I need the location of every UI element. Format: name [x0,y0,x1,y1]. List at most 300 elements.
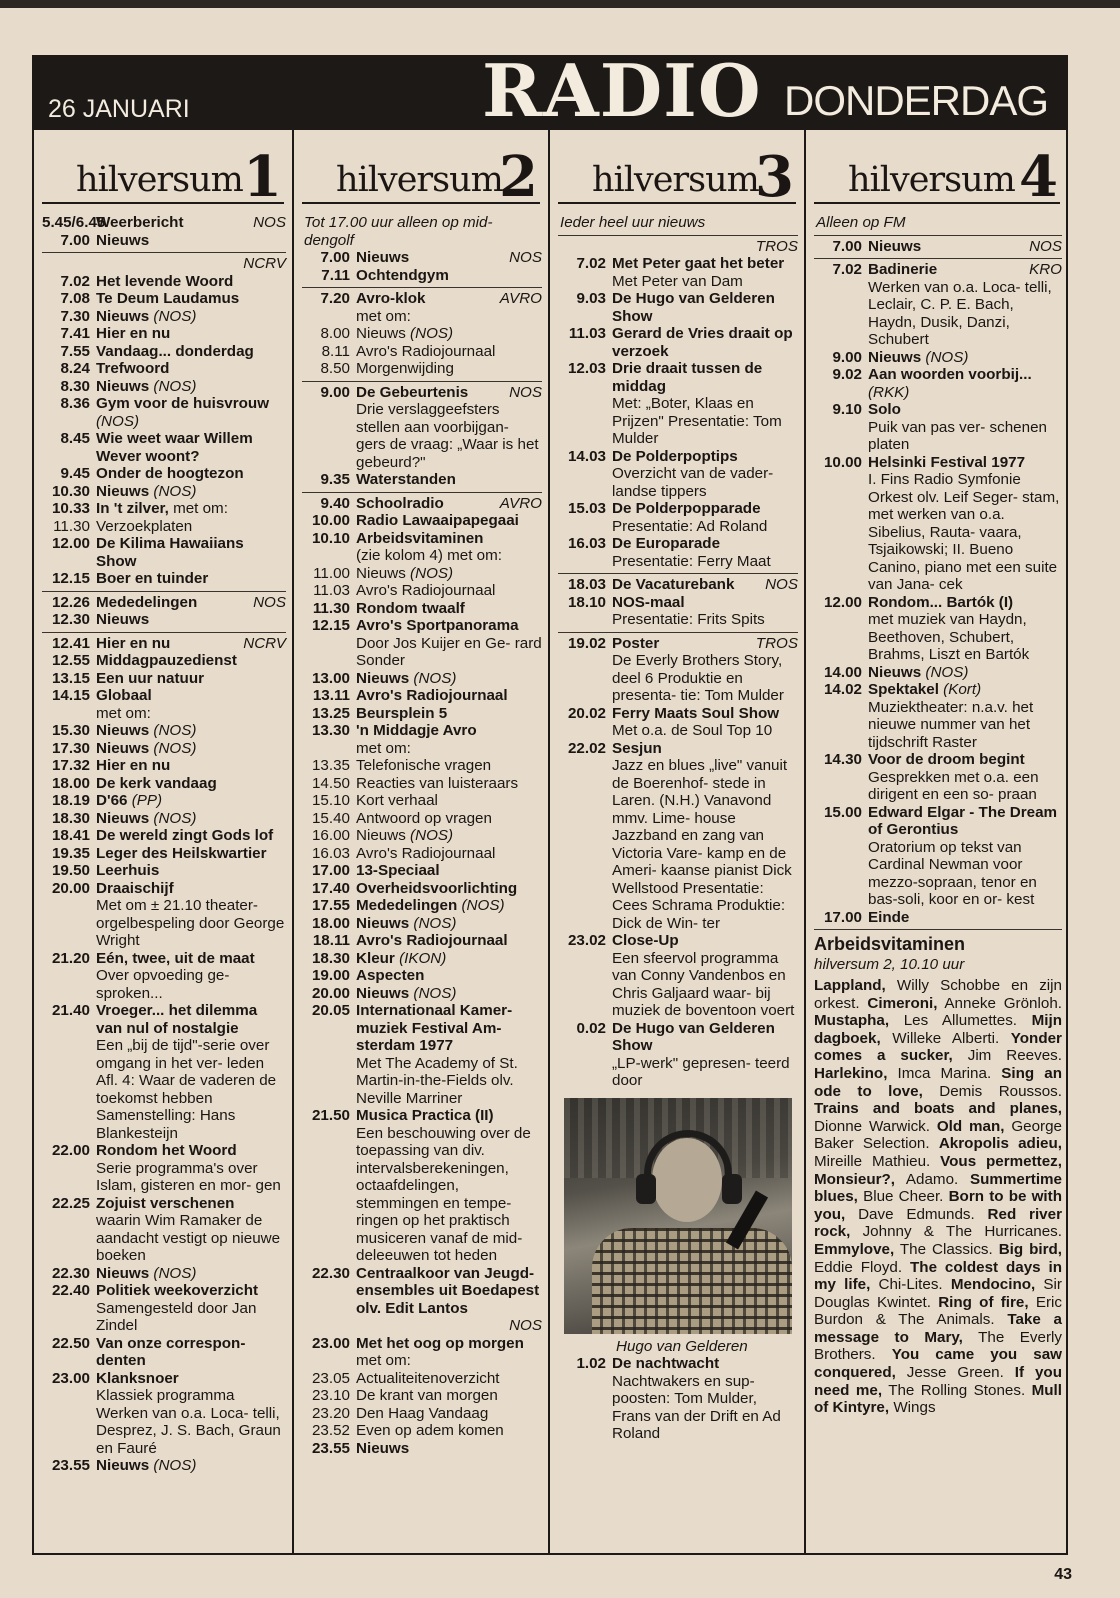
program-note: (PP) [131,792,163,809]
program-item [42,1265,286,1283]
song-title: Akropolis adieu, [938,1135,1062,1153]
program-item [42,594,286,612]
box-title: Arbeidsvitaminen [814,934,966,954]
program-body [356,267,542,285]
program-time: 22.30 [51,1264,90,1282]
program-title: Wie weet waar Willem Wever woont? [96,430,253,465]
program-item [42,722,286,740]
song-artist: Jesse Green. [906,1364,1004,1382]
program-body [96,1002,286,1142]
program-time: 16.03 [311,844,350,862]
network-tag: NOS [1029,237,1062,255]
program-title: Edward Elgar - The Dream of Gerontius [868,803,1058,838]
divider [814,929,1062,930]
program-body [868,349,1062,367]
song-title: Mendocino, [950,1276,1036,1294]
program-item [42,810,286,828]
program-item [814,238,1062,256]
program-time: 13.30 [311,722,350,739]
program-description: Een beschouwing over de toepassing van div. intervalsberekeningen, octaafdelingen, stemmingen en tempe- ringen op het praktisch musiceren vanaf de mid- deleeuwen tot heden [356,1124,531,1264]
program-item [814,349,1062,367]
program-body [356,1405,542,1423]
program-description: Antwoord op vragen [356,809,492,827]
program-body [356,722,542,757]
program-time: 14.50 [311,774,350,792]
divider [302,287,542,288]
column-intro: Ieder heel uur nieuws [560,214,706,231]
program-body [356,967,542,985]
program-title: Rondom twaalf [356,599,465,617]
program-title: Drie draait tussen de middag [612,360,763,395]
program-item [558,740,798,933]
program-title: Nieuws [868,348,922,366]
program-description: Verzoekplaten [96,517,193,535]
program-item [814,594,1062,664]
program-body [96,862,286,880]
program-time: 17.00 [311,862,350,879]
program-item [558,255,798,290]
program-item [814,261,1062,349]
song-title: Take a message to Mary, [814,1311,1062,1346]
program-time: 17.00 [823,908,862,926]
program-description: „LP-werk" gepresen- teerd door [612,1054,790,1089]
program-item [42,290,286,308]
program-body [356,880,542,898]
program-description: Oratorium op tekst van Cardinal Newman voor mezzo-sopraan, tenor en bas-soli, koor en or- kest [868,838,1037,908]
program-item [558,1020,798,1090]
program-body [356,1335,542,1370]
song-title: You came you saw conquered, [814,1346,1062,1382]
program-item [302,687,542,705]
program-title: Ochtendgym [356,266,449,284]
program-title: Nieuws [96,722,150,739]
song-title: Cimeroni, [867,994,938,1012]
program-item [814,804,1062,909]
program-title: Arbeidsvitaminen [356,529,484,547]
program-title: Mededelingen [96,593,198,611]
program-title: Rondom het Woord [96,1142,237,1159]
program-time: 19.00 [311,967,350,984]
program-time: 13.11 [312,687,350,704]
program-title: Hier en nu [96,757,171,774]
program-title: Avro's Radiojournaal [356,932,508,949]
song-title: Trains and boats and planes, [814,1100,1062,1118]
program-time: 18.11 [312,932,350,949]
program-time: 14.30 [823,751,862,768]
program-body [868,454,1062,594]
program-body [868,401,1062,454]
program-title: Aan woorden voorbij... [868,366,1032,383]
song-title: Harlekino, [814,1064,888,1082]
program-body [356,1107,542,1265]
program-title: Nieuws [96,809,150,827]
program-time: 10.30 [51,482,90,500]
program-time: 20.00 [51,879,90,897]
program-body [612,1020,798,1090]
program-time: 22.00 [51,1142,90,1159]
divider [814,235,1062,236]
program-description: Kort verhaal [356,792,438,809]
program-title: Weerbericht [96,214,184,231]
program-item [42,535,286,570]
program-item [42,500,286,518]
program-item [42,950,286,1003]
program-note: (NOS) [410,325,454,342]
program-time: 7.00 [832,237,862,255]
program-time: 12.15 [311,617,350,634]
program-body [96,1282,286,1335]
program-item [42,827,286,845]
program-time: 19.50 [51,862,90,879]
program-description: Reacties van luisteraars [356,774,519,792]
song-artist: Blue Cheer. [863,1188,944,1206]
program-time: 19.02 [567,634,606,652]
program-title: Badinerie [868,261,938,278]
network-tag: NOS [509,249,542,266]
program-time: 18.41 [51,827,90,844]
program-body [356,343,542,361]
program-description: Met o.a. de Soul Top 10 [612,722,773,739]
program-body [96,290,286,308]
program-title: Te Deum Laudamus [96,290,240,307]
program-time: 7.41 [60,325,90,342]
program-list [42,214,286,1475]
program-title: Klanksnoer [96,1369,179,1387]
program-item [302,897,542,915]
program-description: Een sfeervol programma van Conny Vandenbos en Chris Galjaard waar- bij muziek de boventoon voert [612,949,795,1019]
program-title: De Vacaturebank [612,576,735,593]
program-description: Nachtwakers en sup- poosten: Tom Mulder, Frans van der Drift en Ad Roland [612,1372,781,1442]
divider [42,591,286,592]
box-subtitle: hilversum 2, 10.10 uur [814,955,965,973]
program-time: 10.00 [823,453,862,471]
program-title: Avro-klok [356,290,426,307]
program-body [868,238,1062,256]
program-item [558,576,798,594]
program-time: 5.45/6.45 [42,214,106,231]
program-body [96,378,286,396]
program-time: 12.03 [567,360,606,377]
program-note: (NOS) [153,307,197,325]
program-item [814,681,1062,751]
program-time: 13.25 [311,704,350,722]
program-time: 9.35 [320,471,350,488]
program-item [42,611,286,629]
station-number: 1 [243,144,282,210]
song-artist: Imca Marina. [897,1064,992,1082]
program-description: Avro's Radiojournaal [356,844,496,862]
program-note: (NOS) [410,564,454,582]
program-title: Avro's Radiojournaal [356,687,508,704]
program-title: Avro's Sportpanorama [356,617,519,634]
song-artist: The Everly Brothers. [814,1328,1062,1364]
song-artist: Anneke Grönloh. [944,994,1062,1012]
program-title: Musica Practica (II) [356,1107,494,1124]
program-body [356,495,542,513]
program-item [42,343,286,361]
program-title: Beursplein 5 [356,704,448,722]
program-body [96,722,286,740]
program-body [96,360,286,378]
column-hilversum-1 [34,130,292,1553]
program-item [302,1405,542,1423]
program-item [42,483,286,501]
program-title: De Gebeurtenis [356,383,469,401]
program-time: 13.35 [311,757,350,774]
program-item [42,308,286,326]
program-title: Nieuws [868,237,922,255]
program-item [558,932,798,1020]
program-list [558,214,798,1443]
program-title: Hier en nu [96,325,171,342]
program-time: 13.15 [51,669,90,687]
program-description: Gesprekken met o.a. een dirigent en een so- praan [868,768,1039,803]
program-item [302,1440,542,1458]
station-number: 2 [499,144,538,210]
song-title: Born to be with you, [814,1188,1062,1223]
program-description: (zie kolom 4) met om: [356,547,503,564]
program-item [42,232,286,250]
program-time: 7.08 [60,290,90,307]
program-description: met om: [356,307,411,325]
program-item [814,664,1062,682]
program-body [96,757,286,775]
program-time: 18.19 [51,792,90,809]
program-body [356,360,542,378]
program-body [96,740,286,758]
program-body [96,570,286,588]
program-body [868,366,1062,401]
program-body [96,214,286,232]
program-title: De Polderpoptips [612,447,738,465]
program-body [96,611,286,629]
program-item [302,757,542,775]
program-item [42,1282,286,1335]
program-title: De Hugo van Gelderen Show [612,290,775,325]
program-body [356,617,542,670]
program-title: Sesjun [612,739,662,757]
program-item [42,845,286,863]
program-note: (NOS) [153,482,197,500]
divider [558,235,798,236]
program-body [96,1195,286,1265]
network-label: NOS [509,1317,542,1334]
program-item [42,395,286,430]
program-time: 7.02 [832,261,862,278]
program-body [356,915,542,933]
program-description: Samengesteld door Jan Zindel [96,1299,257,1334]
program-time: 18.00 [51,774,90,792]
program-time: 20.02 [567,704,606,722]
program-description: Avro's Radiojournaal [356,342,496,360]
program-title: Vroeger... het dilemma van nul of nostalgie [96,1002,258,1037]
program-title: Zojuist verschenen [96,1194,235,1212]
program-description: Over opvoeding ge- sproken... [96,967,230,1002]
program-title: De nachtwacht [612,1355,720,1372]
program-time: 15.03 [567,500,606,517]
program-item [302,384,542,472]
program-item [302,512,542,530]
program-item [42,862,286,880]
program-note: (NOS) [153,377,197,395]
program-body [96,483,286,501]
program-body [612,360,798,448]
program-title: Globaal [96,687,152,704]
program-item [42,740,286,758]
song-title: Old man, [936,1117,1005,1135]
program-item [814,366,1062,401]
program-time: 11.03 [313,582,350,599]
program-time: 17.30 [51,739,90,757]
program-item [302,1335,542,1370]
song-title: Mull of Kintyre, [814,1381,1062,1417]
program-body [96,1265,286,1283]
program-title: Radio Lawaaipapegaai [356,512,519,529]
program-title: Solo [868,401,901,418]
program-title: NOS-maal [612,593,685,611]
program-time: 22.30 [311,1264,350,1282]
song-artist: The Rolling Stones. [888,1381,1026,1399]
program-title: Met Peter gaat het beter [612,255,785,272]
program-title: Schoolradio [356,494,444,512]
program-body [612,576,798,594]
program-time: 14.02 [823,681,862,698]
program-title: Politiek weekoverzicht [96,1282,259,1299]
program-title: Gerard de Vries draait op verzoek [612,325,793,360]
program-body [96,1142,286,1195]
program-item [302,495,542,513]
program-body [868,804,1062,909]
program-time: 23.52 [311,1422,350,1439]
program-body [356,1002,542,1107]
song-title: Emmylove, [814,1240,895,1258]
program-body [96,430,286,465]
program-body [356,325,542,343]
program-body [96,1335,286,1370]
program-time: 11.30 [53,517,90,535]
program-time: 9.10 [832,401,862,418]
program-body [96,792,286,810]
station-number: 3 [755,144,794,210]
program-body [612,594,798,629]
program-title: Vandaag... donderdag [96,342,254,360]
divider [302,492,542,493]
program-item [558,325,798,360]
program-item [42,635,286,653]
network-tag: NOS [253,214,286,231]
program-title: Nieuws [356,249,410,266]
program-title: Draaischijf [96,879,174,897]
program-item [302,1107,542,1265]
program-item [42,214,286,232]
program-description: met om: [96,704,151,722]
program-time: 8.36 [60,395,90,412]
program-body [96,594,286,612]
divider [814,258,1062,259]
program-time: 9.00 [320,383,350,401]
presenter-photo [564,1098,792,1334]
program-body [356,1387,542,1405]
program-title: Nieuws [96,739,150,757]
program-description: Puik van pas ver- schenen platen [868,418,1047,453]
program-body [96,232,286,250]
program-title: Nieuws [96,377,150,395]
program-body [356,810,542,828]
program-time: 23.00 [311,1334,350,1352]
program-note: (NOS) [153,1457,197,1474]
program-body [868,909,1062,927]
program-body [96,1370,286,1458]
song-title: If you need me, [814,1364,1062,1399]
program-time: 14.00 [823,663,862,681]
program-title: De Europarade [612,535,721,552]
program-title: Mededelingen [356,897,458,914]
program-time: 7.30 [60,307,90,325]
network-tag: KRO [1029,261,1062,278]
program-description: Door Jos Kuijer en Ge- rard Sonder [356,634,542,669]
program-time: 12.15 [51,570,90,587]
program-item [302,827,542,845]
program-body [356,827,542,845]
station-name: hilversum [76,160,243,200]
program-time: 8.30 [60,377,90,395]
program-item [302,600,542,618]
program-time: 22.50 [51,1334,90,1352]
program-title: Rondom... Bartók (I) [868,593,1014,611]
program-time: 23.02 [567,932,606,949]
song-artist: Adamo. [905,1170,959,1188]
program-title: De Hugo van Gelderen Show [612,1019,775,1054]
program-item [302,845,542,863]
program-body [356,1440,542,1458]
program-time: 17.40 [311,879,350,897]
program-item [42,1195,286,1265]
program-body [96,273,286,291]
program-body [96,950,286,1003]
program-description: De Everly Brothers Story, deel 6 Produktie en presenta- tie: Tom Mulder [612,652,784,704]
program-body [356,775,542,793]
song-title: Ring of fire, [938,1293,1029,1311]
program-item [302,932,542,950]
song-title: The coldest days in my life, [814,1258,1062,1294]
program-body [96,810,286,828]
program-note: (NOS) [153,739,197,757]
program-time: 12.00 [51,535,90,552]
program-time: 8.00 [320,325,350,342]
program-item [558,290,798,325]
program-item [814,401,1062,454]
program-item [558,535,798,570]
program-title: 'n Middagje Avro [356,722,477,739]
program-description: Overzicht van de vader- landse tippers [612,465,774,500]
program-title: Spektakel [868,681,939,698]
program-body [96,775,286,793]
program-title: Een uur natuur [96,669,205,687]
program-title: Overheidsvoorlichting [356,879,518,897]
program-item [814,454,1062,594]
program-time: 20.05 [311,1002,350,1019]
program-time: 7.55 [60,342,90,360]
program-item [42,880,286,950]
program-body [356,932,542,950]
program-body [96,308,286,326]
program-note: (NOS) [413,669,457,687]
song-title: Red river rock, [814,1205,1062,1241]
station-name: hilversum [848,160,1015,200]
program-body [612,740,798,933]
program-body [356,471,542,489]
song-artist: Chi-Lites. [878,1276,943,1294]
